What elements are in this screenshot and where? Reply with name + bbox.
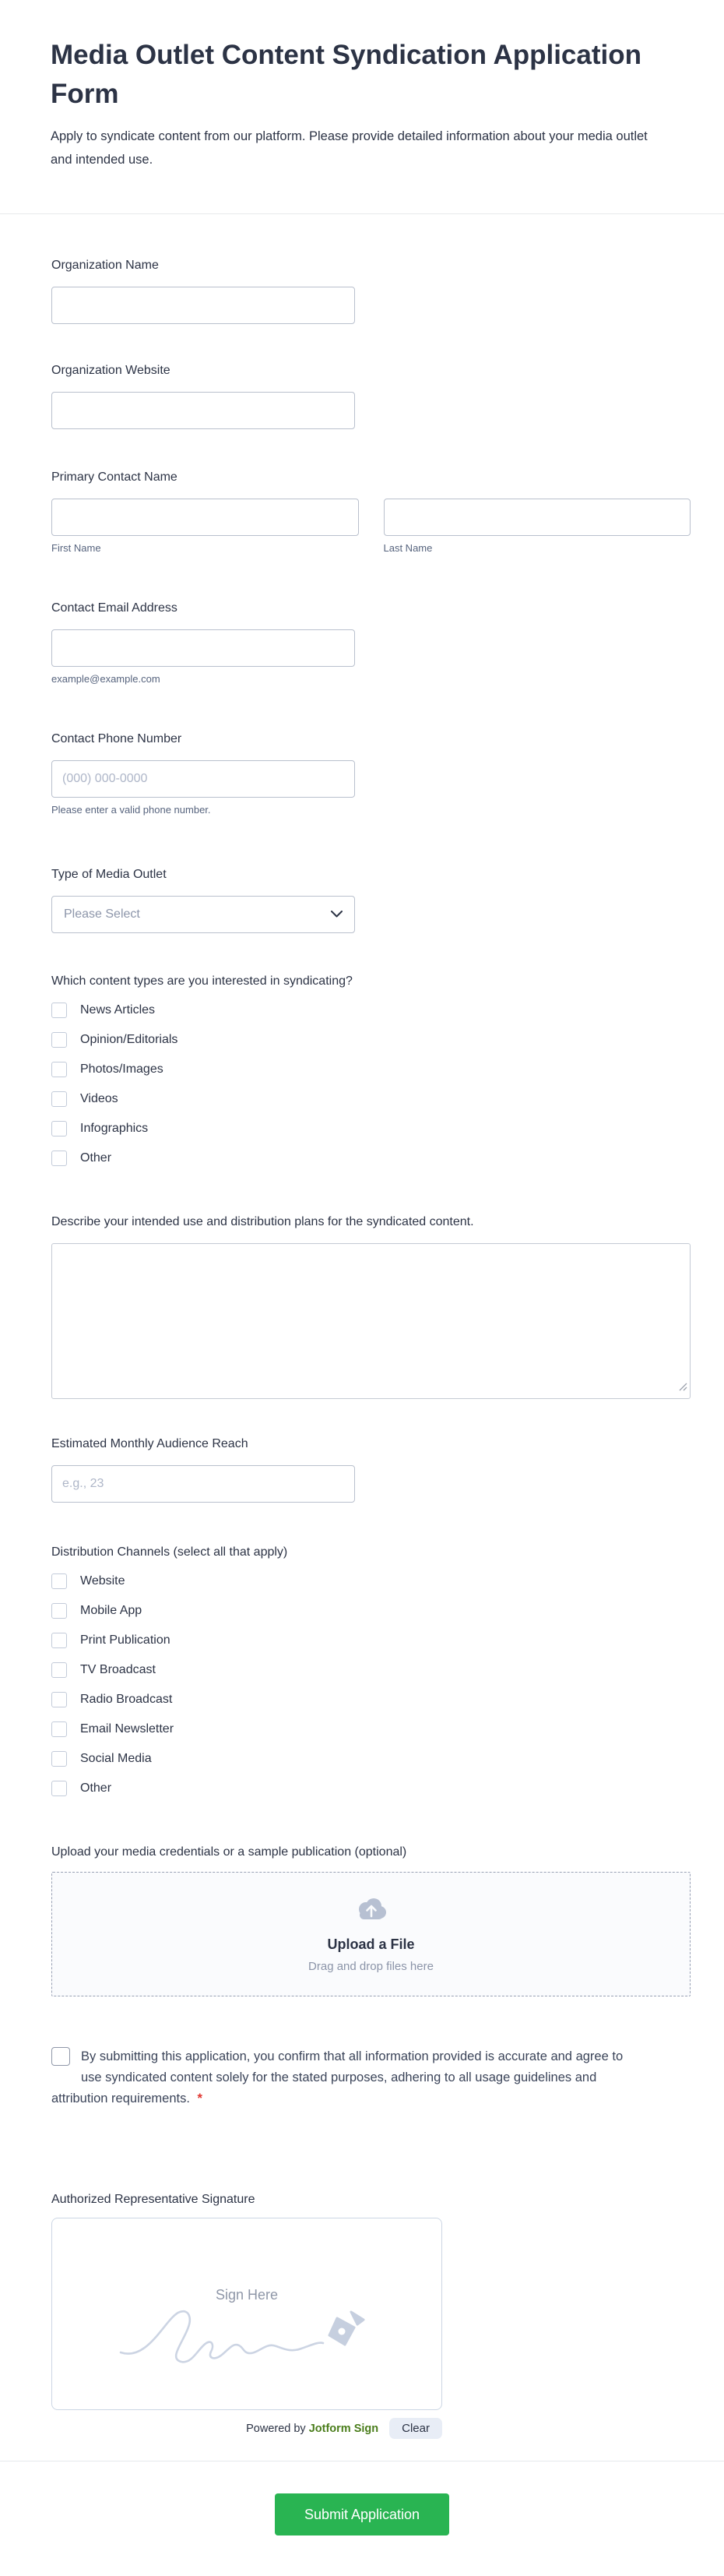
channel-option-label: Website bbox=[80, 1574, 125, 1588]
field-organization-website bbox=[51, 363, 691, 429]
content-type-option-label: Opinion/Editorials bbox=[80, 1033, 178, 1046]
consent-text: By submitting this application, you confirm that all information provided is accurate and agree to use syndicated content solely for the stated purposes, adhering to all usage guidelines and attribution requirements. bbox=[51, 2049, 624, 2106]
content-type-checkbox[interactable] bbox=[51, 1003, 67, 1018]
channel-option-label: Other bbox=[80, 1781, 112, 1795]
signature-label: Authorized Representative Signature bbox=[51, 2193, 255, 2206]
content-type-option bbox=[51, 1121, 691, 1136]
field-file-upload bbox=[51, 1845, 691, 1996]
channel-option-label: Radio Broadcast bbox=[80, 1693, 173, 1706]
channel-option bbox=[51, 1603, 691, 1619]
content-type-option bbox=[51, 1032, 691, 1048]
first-name-input[interactable] bbox=[51, 499, 359, 536]
first-name-column bbox=[51, 499, 359, 554]
field-outlet-type bbox=[51, 867, 691, 933]
channel-option bbox=[51, 1573, 691, 1589]
contact-email-sublabel: example@example.com bbox=[51, 673, 160, 685]
field-contact-email bbox=[51, 601, 691, 685]
required-asterisk: * bbox=[197, 2091, 202, 2106]
resize-grip-icon[interactable] bbox=[679, 1381, 687, 1395]
channel-checkbox[interactable] bbox=[51, 1721, 67, 1737]
content-type-option bbox=[51, 1062, 691, 1077]
channel-option bbox=[51, 1692, 691, 1707]
first-name-sublabel: First Name bbox=[51, 542, 101, 554]
channel-option-label: Print Publication bbox=[80, 1633, 170, 1647]
channel-option bbox=[51, 1662, 691, 1678]
form-footer bbox=[0, 2461, 724, 2576]
content-type-checkbox[interactable] bbox=[51, 1062, 67, 1077]
contact-phone-input[interactable] bbox=[51, 760, 355, 798]
outlet-type-select[interactable] bbox=[51, 896, 355, 933]
field-content-types bbox=[51, 974, 691, 1166]
organization-name-label: Organization Name bbox=[51, 259, 159, 272]
content-type-option-label: Other bbox=[80, 1151, 112, 1165]
channel-option bbox=[51, 1751, 691, 1767]
outlet-type-label: Type of Media Outlet bbox=[51, 868, 167, 881]
channel-option-label: Email Newsletter bbox=[80, 1722, 174, 1736]
form-subtitle: Apply to syndicate content from our platform. Please provide detailed information about your media outlet and intended use. bbox=[51, 129, 648, 167]
chevron-down-icon bbox=[331, 907, 343, 922]
content-type-option-label: Photos/Images bbox=[80, 1062, 163, 1076]
intended-use-label: Describe your intended use and distribution plans for the syndicated content. bbox=[51, 1215, 474, 1228]
channel-option-label: Mobile App bbox=[80, 1604, 142, 1617]
content-type-option-label: Infographics bbox=[80, 1122, 149, 1135]
channel-checkbox[interactable] bbox=[51, 1573, 67, 1589]
contact-phone-label: Contact Phone Number bbox=[51, 732, 182, 745]
channel-option-label: Social Media bbox=[80, 1752, 152, 1765]
audience-reach-label: Estimated Monthly Audience Reach bbox=[51, 1437, 248, 1450]
upload-drag-text: Drag and drop files here bbox=[308, 1959, 434, 1973]
field-signature bbox=[51, 2192, 691, 2439]
upload-file-button-text: Upload a File bbox=[327, 1936, 415, 1952]
content-type-option-label: News Articles bbox=[80, 1003, 156, 1017]
content-types-label: Which content types are you interested in syndicating? bbox=[51, 974, 353, 988]
cloud-upload-icon bbox=[353, 1896, 389, 1926]
channel-option-label: TV Broadcast bbox=[80, 1663, 156, 1676]
signature-squiggle-icon bbox=[118, 2304, 382, 2370]
submit-application-button[interactable]: Submit Application bbox=[275, 2493, 449, 2535]
channel-checkbox[interactable] bbox=[51, 1603, 67, 1619]
clear-signature-button[interactable]: Clear bbox=[389, 2418, 442, 2439]
field-audience-reach bbox=[51, 1436, 691, 1503]
organization-website-input[interactable] bbox=[51, 392, 355, 429]
audience-reach-input[interactable] bbox=[51, 1465, 355, 1503]
content-type-checkbox[interactable] bbox=[51, 1151, 67, 1166]
content-type-checkbox[interactable] bbox=[51, 1091, 67, 1107]
channel-option bbox=[51, 1721, 691, 1737]
content-type-option bbox=[51, 1003, 691, 1018]
powered-by-text: Powered by Jotform Sign bbox=[246, 2422, 379, 2435]
content-type-option bbox=[51, 1151, 691, 1166]
channel-checkbox[interactable] bbox=[51, 1662, 67, 1678]
organization-name-input[interactable] bbox=[51, 287, 355, 324]
file-upload-label: Upload your media credentials or a sample publication (optional) bbox=[51, 1845, 407, 1859]
content-type-checkbox[interactable] bbox=[51, 1121, 67, 1136]
intended-use-textarea[interactable] bbox=[51, 1243, 691, 1399]
last-name-input[interactable] bbox=[384, 499, 691, 536]
field-intended-use bbox=[51, 1214, 691, 1399]
distribution-channels-label: Distribution Channels (select all that apply) bbox=[51, 1545, 288, 1559]
signature-pad[interactable] bbox=[51, 2218, 442, 2410]
field-distribution-channels bbox=[51, 1545, 691, 1796]
field-consent bbox=[51, 2046, 643, 2109]
file-upload-dropzone[interactable] bbox=[51, 1872, 691, 1996]
contact-email-input[interactable] bbox=[51, 629, 355, 667]
channel-checkbox[interactable] bbox=[51, 1781, 67, 1796]
form-header bbox=[0, 0, 724, 214]
channel-checkbox[interactable] bbox=[51, 1633, 67, 1648]
channel-checkbox[interactable] bbox=[51, 1692, 67, 1707]
contact-email-label: Contact Email Address bbox=[51, 601, 177, 615]
channel-option bbox=[51, 1781, 691, 1796]
field-primary-contact-name bbox=[51, 470, 691, 554]
last-name-sublabel: Last Name bbox=[383, 542, 433, 554]
content-type-option-label: Videos bbox=[80, 1092, 118, 1105]
consent-checkbox[interactable] bbox=[51, 2047, 70, 2066]
jotform-sign-brand[interactable]: Jotform Sign bbox=[308, 2422, 379, 2435]
page-title: Media Outlet Content Syndication Application Form bbox=[51, 40, 641, 109]
content-type-option bbox=[51, 1091, 691, 1107]
primary-contact-name-label: Primary Contact Name bbox=[51, 470, 177, 484]
channel-option bbox=[51, 1633, 691, 1648]
field-organization-name bbox=[51, 258, 691, 324]
content-type-checkbox[interactable] bbox=[51, 1032, 67, 1048]
signature-footer bbox=[51, 2418, 442, 2439]
sign-here-placeholder: Sign Here bbox=[215, 2287, 279, 2303]
field-contact-phone bbox=[51, 731, 691, 816]
channel-checkbox[interactable] bbox=[51, 1751, 67, 1767]
outlet-type-selected-value: Please Select bbox=[64, 907, 140, 921]
pen-nib-icon bbox=[329, 2312, 364, 2345]
organization-website-label: Organization Website bbox=[51, 364, 170, 377]
form-body bbox=[0, 258, 724, 2439]
last-name-column bbox=[384, 499, 691, 554]
contact-phone-hint: Please enter a valid phone number. bbox=[51, 804, 211, 816]
